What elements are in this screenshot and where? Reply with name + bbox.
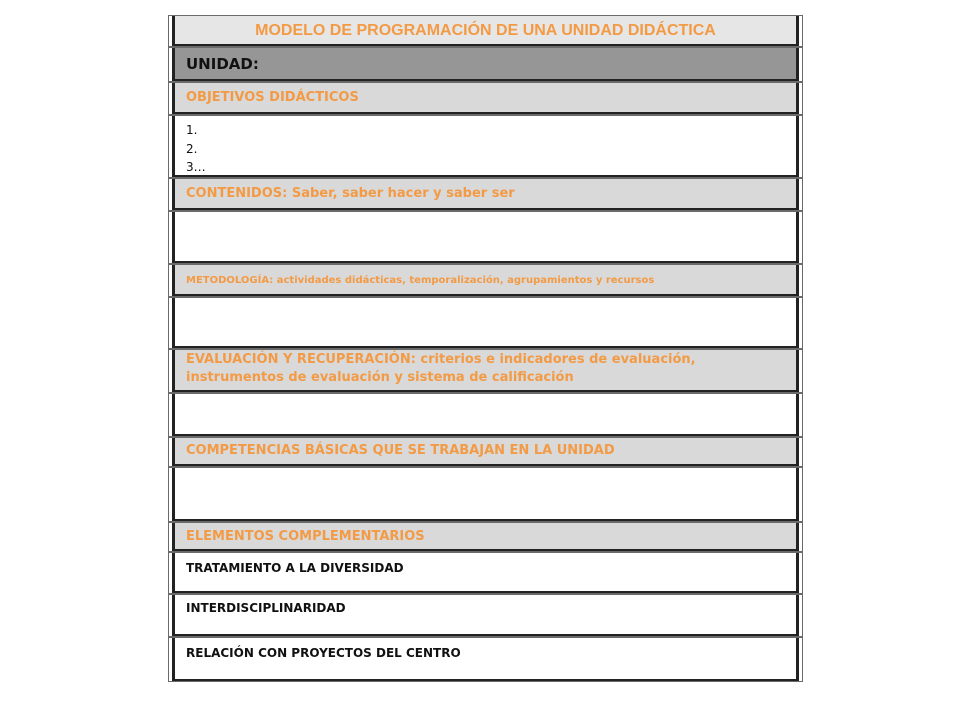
interdisciplinaridad-label: INTERDISCIPLINARIDAD: [186, 601, 346, 615]
evaluacion-heading: [186, 351, 788, 387]
contenidos-heading: CONTENIDOS: Saber, saber hacer y saber ser: [186, 186, 515, 201]
competencias-body-row[interactable]: [168, 467, 803, 522]
unit-planning-form: [168, 15, 803, 682]
relacion-proyectos-label: RELACIÓN CON PROYECTOS DEL CENTRO: [186, 646, 461, 660]
objetivo-item: 3…: [186, 160, 206, 174]
evaluacion-heading-line: instrumentos de evaluación y sistema de calificación: [186, 370, 574, 385]
unidad-label: UNIDAD:: [186, 55, 259, 73]
objetivos-heading: OBJETIVOS DIDÁCTICOS: [186, 90, 359, 105]
metodologia-body-row[interactable]: [168, 297, 803, 349]
objetivos-list: [186, 121, 788, 177]
elementos-heading: ELEMENTOS COMPLEMENTARIOS: [186, 529, 425, 544]
evaluacion-body-row[interactable]: [168, 393, 803, 437]
metodologia-heading: METODOLOGÍA: actividades didácticas, temporalización, agrupamientos y recursos: [186, 275, 655, 286]
objetivo-item: 2.: [186, 141, 198, 156]
form-title-row: [168, 15, 803, 47]
tratamiento-diversidad-label: TRATAMIENTO A LA DIVERSIDAD: [186, 561, 404, 575]
form-title: MODELO DE PROGRAMACIÓN DE UNA UNIDAD DIDÁCTICA: [255, 22, 716, 39]
competencias-heading: COMPETENCIAS BÁSICAS QUE SE TRABAJAN EN LA UNIDAD: [186, 443, 615, 458]
elementos-header-row: [168, 522, 803, 552]
objetivos-header-row: [168, 82, 803, 115]
evaluacion-heading-line: EVALUACIÓN Y RECUPERACIÓN: criterios e indicadores de evaluación,: [186, 352, 696, 367]
evaluacion-header-row: [168, 349, 803, 393]
competencias-header-row: [168, 437, 803, 467]
tratamiento-diversidad-row[interactable]: [168, 552, 803, 594]
objetivo-item: 1.: [186, 123, 198, 137]
contenidos-body-row[interactable]: [168, 211, 803, 264]
objetivos-body-row[interactable]: [168, 115, 803, 178]
metodologia-header-row: [168, 264, 803, 297]
interdisciplinaridad-row[interactable]: [168, 594, 803, 637]
unidad-row: [168, 47, 803, 82]
contenidos-header-row: [168, 178, 803, 211]
relacion-proyectos-row[interactable]: [168, 637, 803, 682]
